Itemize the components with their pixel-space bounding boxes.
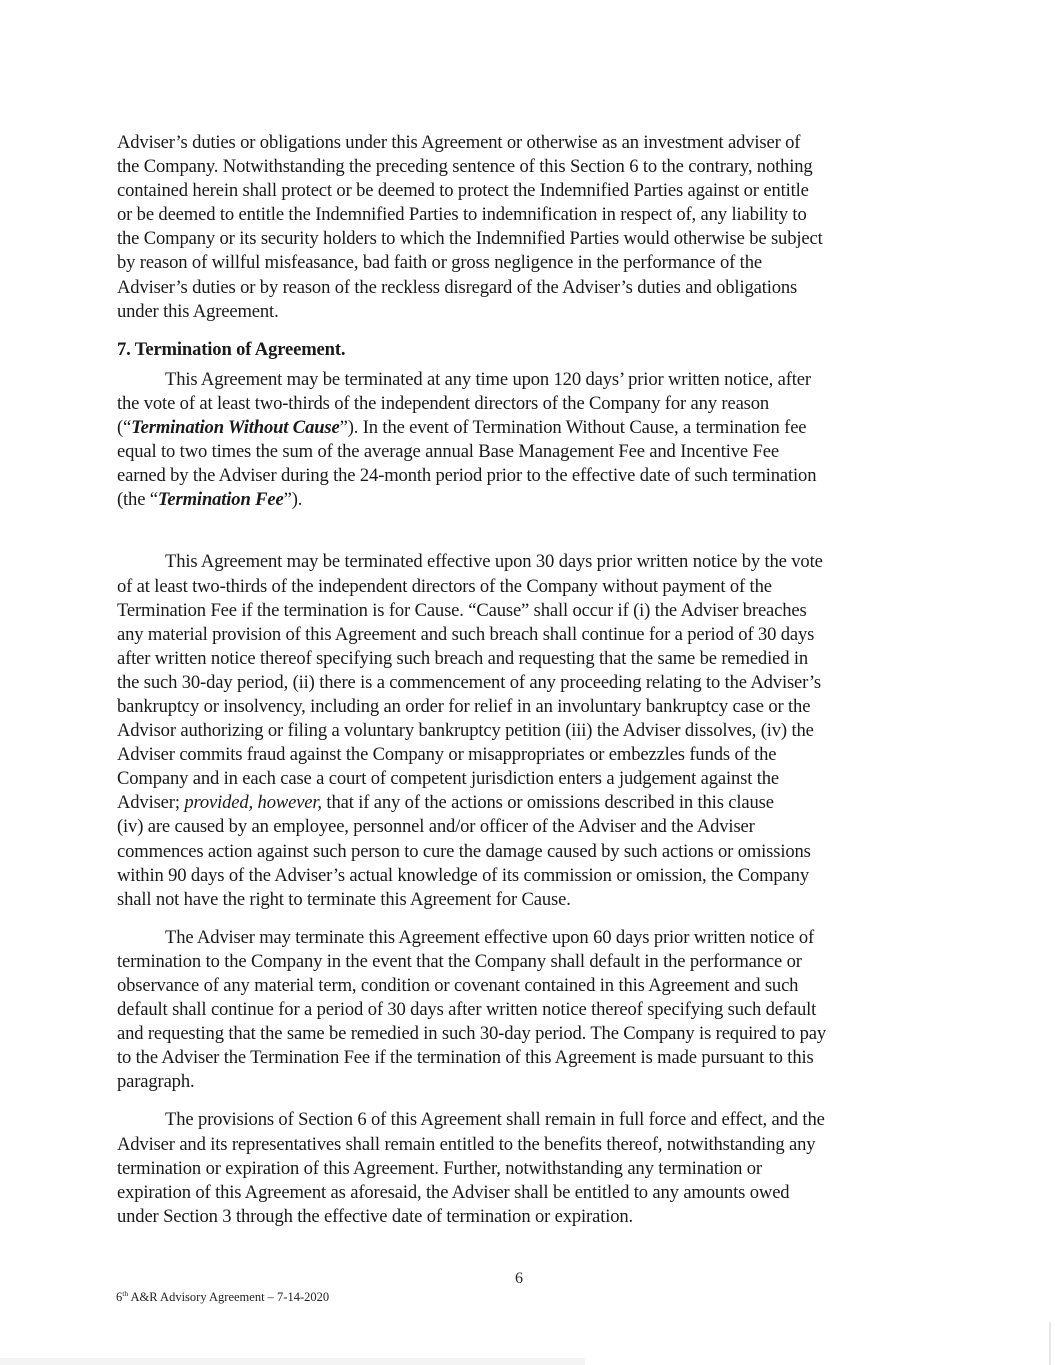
text-line [117,488,957,512]
text-line: under this Agreement. [117,300,279,322]
text-line: contained herein shall protect or be deemed to protect the Indemnified Parties against or entitle [117,180,809,202]
text-line: default shall continue for a period of 30 days after written notice thereof specifying such default [117,999,817,1021]
text-segment: Adviser; [117,792,185,814]
text-line: expiration of this Agreement as aforesaid, the Adviser shall be entitled to any amounts owed [117,1181,790,1203]
text-line: equal to two times the sum of the average annual Base Management Fee and Incentive Fee [117,441,779,463]
text-line: by reason of willful misfeasance, bad faith or gross negligence in the performance of the [117,252,762,274]
text-segment: ”). [283,489,303,511]
text-line: (iv) are caused by an employee, personnel and/or officer of the Adviser and the Adviser [117,816,755,838]
scan-edge-artifact [1049,1322,1051,1365]
text-line: and requesting that the same be remedied in such 30-day period. The Company is required to pay [117,1023,826,1045]
text-line: or be deemed to entitle the Indemnified Parties to indemnification in respect of, any liability to [117,204,807,226]
text-line: termination to the Company in the event that the Company shall default in the performance or [117,950,802,972]
text-line: paragraph. [117,1071,195,1093]
text-line: The Adviser may terminate this Agreement effective upon 60 days prior written notice of [165,926,815,948]
text-segment: (the “ [117,489,158,511]
text-line: within 90 days of the Adviser’s actual knowledge of its commission or omission, the Company [117,864,809,886]
text-line: the Company or its security holders to which the Indemnified Parties would otherwise be subject [117,228,823,250]
text-line: under Section 3 through the effective date of termination or expiration. [117,1205,634,1227]
termination-for-cause-paragraph [117,550,957,911]
text-line: The provisions of Section 6 of this Agreement shall remain in full force and effect, and the [165,1109,825,1131]
footer-prefix: 6 [116,1290,123,1304]
text-line: Termination Fee if the termination is for Cause. “Cause” shall occur if (i) the Adviser breaches [117,599,807,621]
text-line: the vote of at least two-thirds of the independent directors of the Company for any reason [117,392,770,414]
survival-provisions-paragraph [117,1108,957,1228]
document-footer [116,1289,329,1305]
text-line: bankruptcy or insolvency, including an order for relief in an involuntary bankruptcy case or the [117,695,811,717]
text-line: termination or expiration of this Agreement. Further, notwithstanding any termination or [117,1157,762,1179]
text-line: earned by the Adviser during the 24-month period prior to the effective date of such termination [117,465,817,487]
footer-text: A&R Advisory Agreement – 7-14-2020 [128,1290,330,1304]
text-line: This Agreement may be terminated effective upon 30 days prior written notice by the vote [165,551,823,573]
proviso-italic: provided, however, [184,792,322,814]
text-line: the Company. Notwithstanding the preceding sentence of this Section 6 to the contrary, nothing [117,156,813,178]
text-line [117,416,957,440]
text-segment: that if any of the actions or omissions described in this clause [321,792,774,814]
text-line: any material provision of this Agreement and such breach shall continue for a period of 30 days [117,623,815,645]
quote-open: (“ [117,417,132,439]
section-7-heading: 7. Termination of Agreement. [117,338,346,360]
text-line: commences action against such person to cure the damage caused by such actions or omissions [117,840,811,862]
text-line: after written notice thereof specifying such breach and requesting that the same be remedied in [117,647,808,669]
footer-superscript: th [122,1289,129,1298]
text-line: to the Adviser the Termination Fee if the termination of this Agreement is made pursuant to this [117,1047,814,1069]
text-line: of at least two-thirds of the independent directors of the Company without payment of the [117,575,772,597]
text-line: Adviser’s duties or by reason of the reckless disregard of the Adviser’s duties and obligations [117,276,798,298]
text-line: shall not have the right to terminate this Agreement for Cause. [117,888,571,910]
text-line: Company and in each case a court of competent jurisdiction enters a judgement against the [117,768,779,790]
adviser-termination-paragraph [117,926,957,1095]
defined-term-termination-fee: Termination Fee [157,489,284,511]
scan-edge-artifact [0,1358,585,1365]
text-line: Adviser commits fraud against the Company or misappropriates or embezzles funds of the [117,744,777,766]
termination-without-cause-paragraph [117,368,957,513]
text-line: the such 30-day period, (ii) there is a commencement of any proceeding relating to the Adviser’s [117,671,821,693]
text-line: Adviser and its representatives shall remain entitled to the benefits thereof, notwithstanding any [117,1133,816,1155]
defined-term-termination-without-cause: Termination Without Cause [131,417,340,439]
section-6-continuation-paragraph [117,131,957,324]
text-line [117,791,957,815]
text-line: Advisor authorizing or filing a voluntary bankruptcy petition (iii) the Adviser dissolves, (iv) the [117,720,814,742]
text-segment: ”). In the event of Termination Without Cause, a termination fee [339,417,807,439]
text-line: Adviser’s duties or obligations under this Agreement or otherwise as an investment adviser of [117,132,801,153]
page-content [117,131,957,1229]
page-number: 6 [515,1270,523,1287]
text-line: observance of any material term, condition or covenant contained in this Agreement and such [117,975,799,996]
text-line: This Agreement may be terminated at any time upon 120 days’ prior written notice, after [165,368,811,390]
